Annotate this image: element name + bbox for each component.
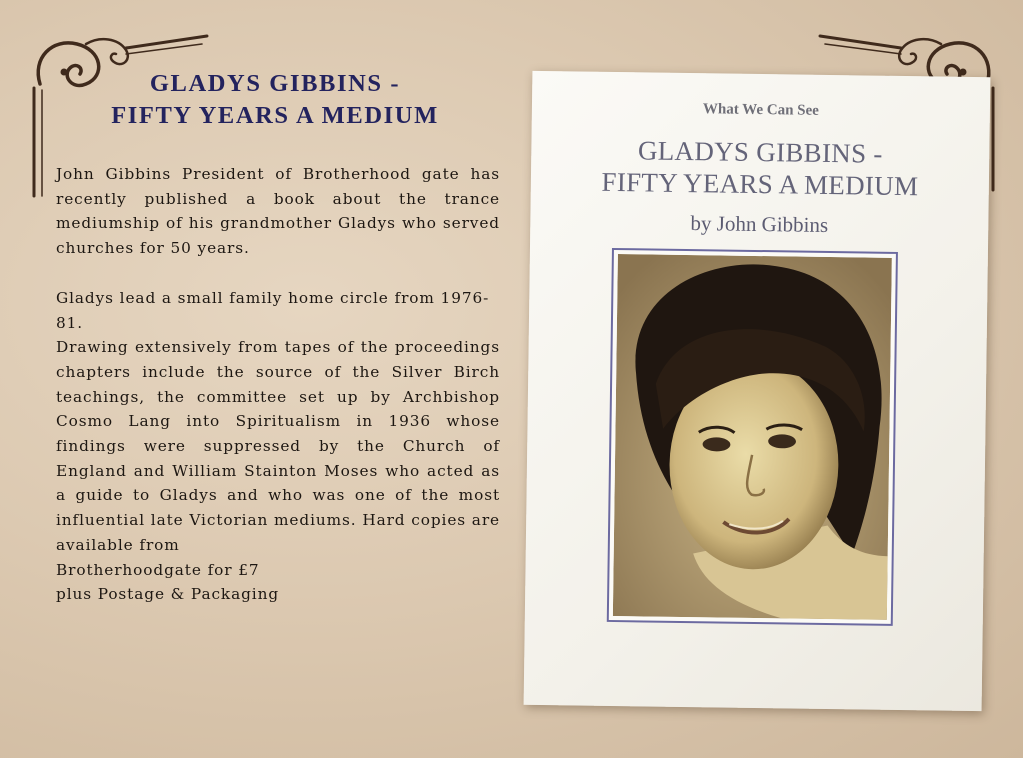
paragraph-contents: Drawing extensively from tapes of the proceedings chapters include the source of the Silver Birch teachings, the committee set up by Archbishop Cosmo Lang into Spiritualism in 1936 whose findings were suppressed by the Church of England and William Stainton Moses who acted as a guide to Gladys and who was one of the most influential late Victorian mediums. Hard copies are available from <box>56 338 500 554</box>
portrait-frame <box>607 248 898 626</box>
book-title-line-1: GLADYS GIBBINS - <box>637 135 883 169</box>
article-body <box>56 162 500 607</box>
paragraph-intro: John Gibbins President of Brotherhood gate has recently published a book about the trance mediumship of his grandmother Gladys who served churches for 50 years. <box>56 165 500 258</box>
paragraph-home-circle: Gladys lead a small family home circle from 1976-81. <box>56 288 490 332</box>
paragraph-price: Brotherhoodgate for £7 <box>56 560 260 579</box>
portrait-photo <box>613 254 892 620</box>
page-title <box>60 68 490 132</box>
book-title-line-2: FIFTY YEARS A MEDIUM <box>601 166 919 202</box>
page-title-line-1: GLADYS GIBBINS - <box>149 70 401 97</box>
book-series: What We Can See <box>702 101 820 119</box>
book-title <box>531 133 990 203</box>
paragraph-postage: plus Postage & Packaging <box>56 585 280 604</box>
paragraph-spacer <box>56 261 500 286</box>
book-author: by John Gibbins <box>690 211 829 237</box>
page-title-line-2: FIFTY YEARS A MEDIUM <box>111 102 439 129</box>
book-cover <box>524 71 991 711</box>
